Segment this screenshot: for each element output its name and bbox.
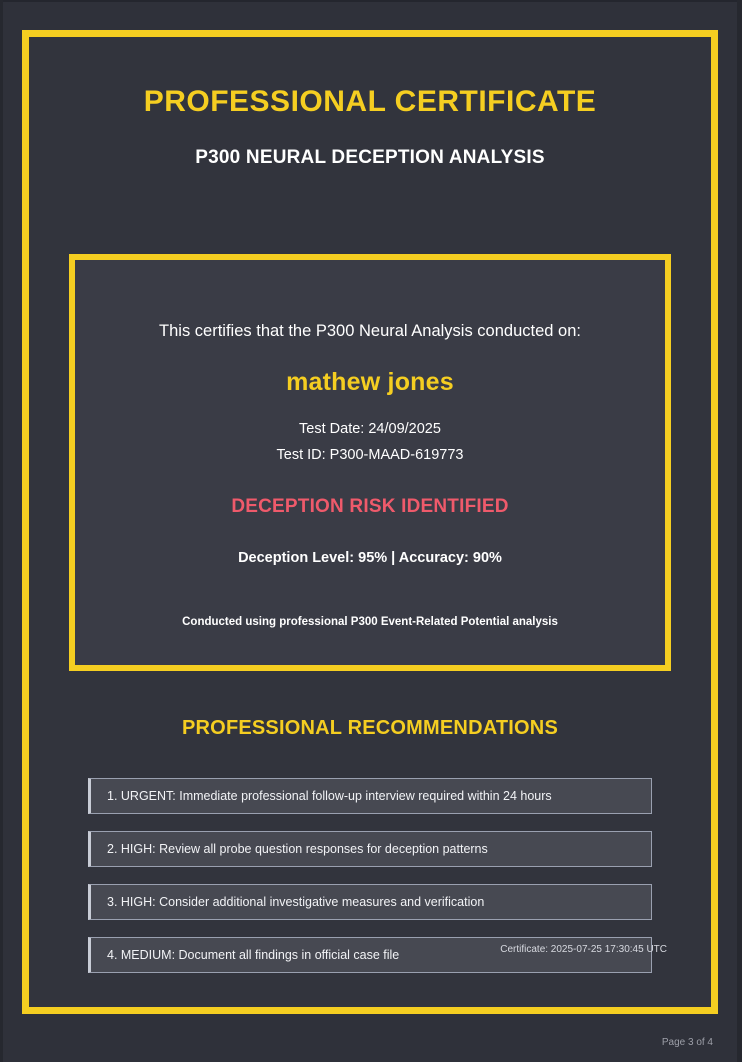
recommendations-list: [88, 778, 652, 990]
test-id: Test ID: P300-MAAD-619773: [276, 447, 464, 463]
page-right-edge: [737, 0, 742, 1062]
recommendation-label: 2. HIGH: Review all probe question responses for deception patterns: [107, 842, 488, 856]
page-top-edge: [0, 0, 742, 2]
recommendation-label: 1. URGENT: Immediate professional follow-up interview required within 24 hours: [107, 789, 552, 803]
certificate-subtitle: P300 NEURAL DECEPTION ANALYSIS: [195, 147, 545, 168]
recommendation-label: 4. MEDIUM: Document all findings in official case file: [107, 948, 400, 962]
certificate-body: [29, 37, 711, 1007]
deception-levels: Deception Level: 95% | Accuracy: 90%: [238, 550, 502, 566]
page-left-edge: [0, 0, 3, 1062]
method-note: Conducted using professional P300 Event-Related Potential analysis: [182, 616, 558, 628]
list-item: [88, 937, 652, 973]
certificate-timestamp: Certificate: 2025-07-25 17:30:45 UTC: [500, 944, 667, 955]
list-item: [88, 884, 652, 920]
certificate-detail-box: [69, 254, 671, 671]
certifies-text: This certifies that the P300 Neural Analysis conducted on:: [159, 322, 581, 340]
list-item: [88, 778, 652, 814]
certificate-frame: [22, 30, 718, 1014]
recommendations-heading: PROFESSIONAL RECOMMENDATIONS: [182, 717, 558, 739]
test-date: Test Date: 24/09/2025: [299, 421, 441, 437]
recommendation-label: 3. HIGH: Consider additional investigative measures and verification: [107, 895, 485, 909]
certificate-title: PROFESSIONAL CERTIFICATE: [143, 85, 597, 118]
page-number: Page 3 of 4: [661, 1037, 713, 1048]
risk-status-badge: DECEPTION RISK IDENTIFIED: [231, 496, 509, 517]
list-item: [88, 831, 652, 867]
subject-name: mathew jones: [286, 368, 454, 396]
